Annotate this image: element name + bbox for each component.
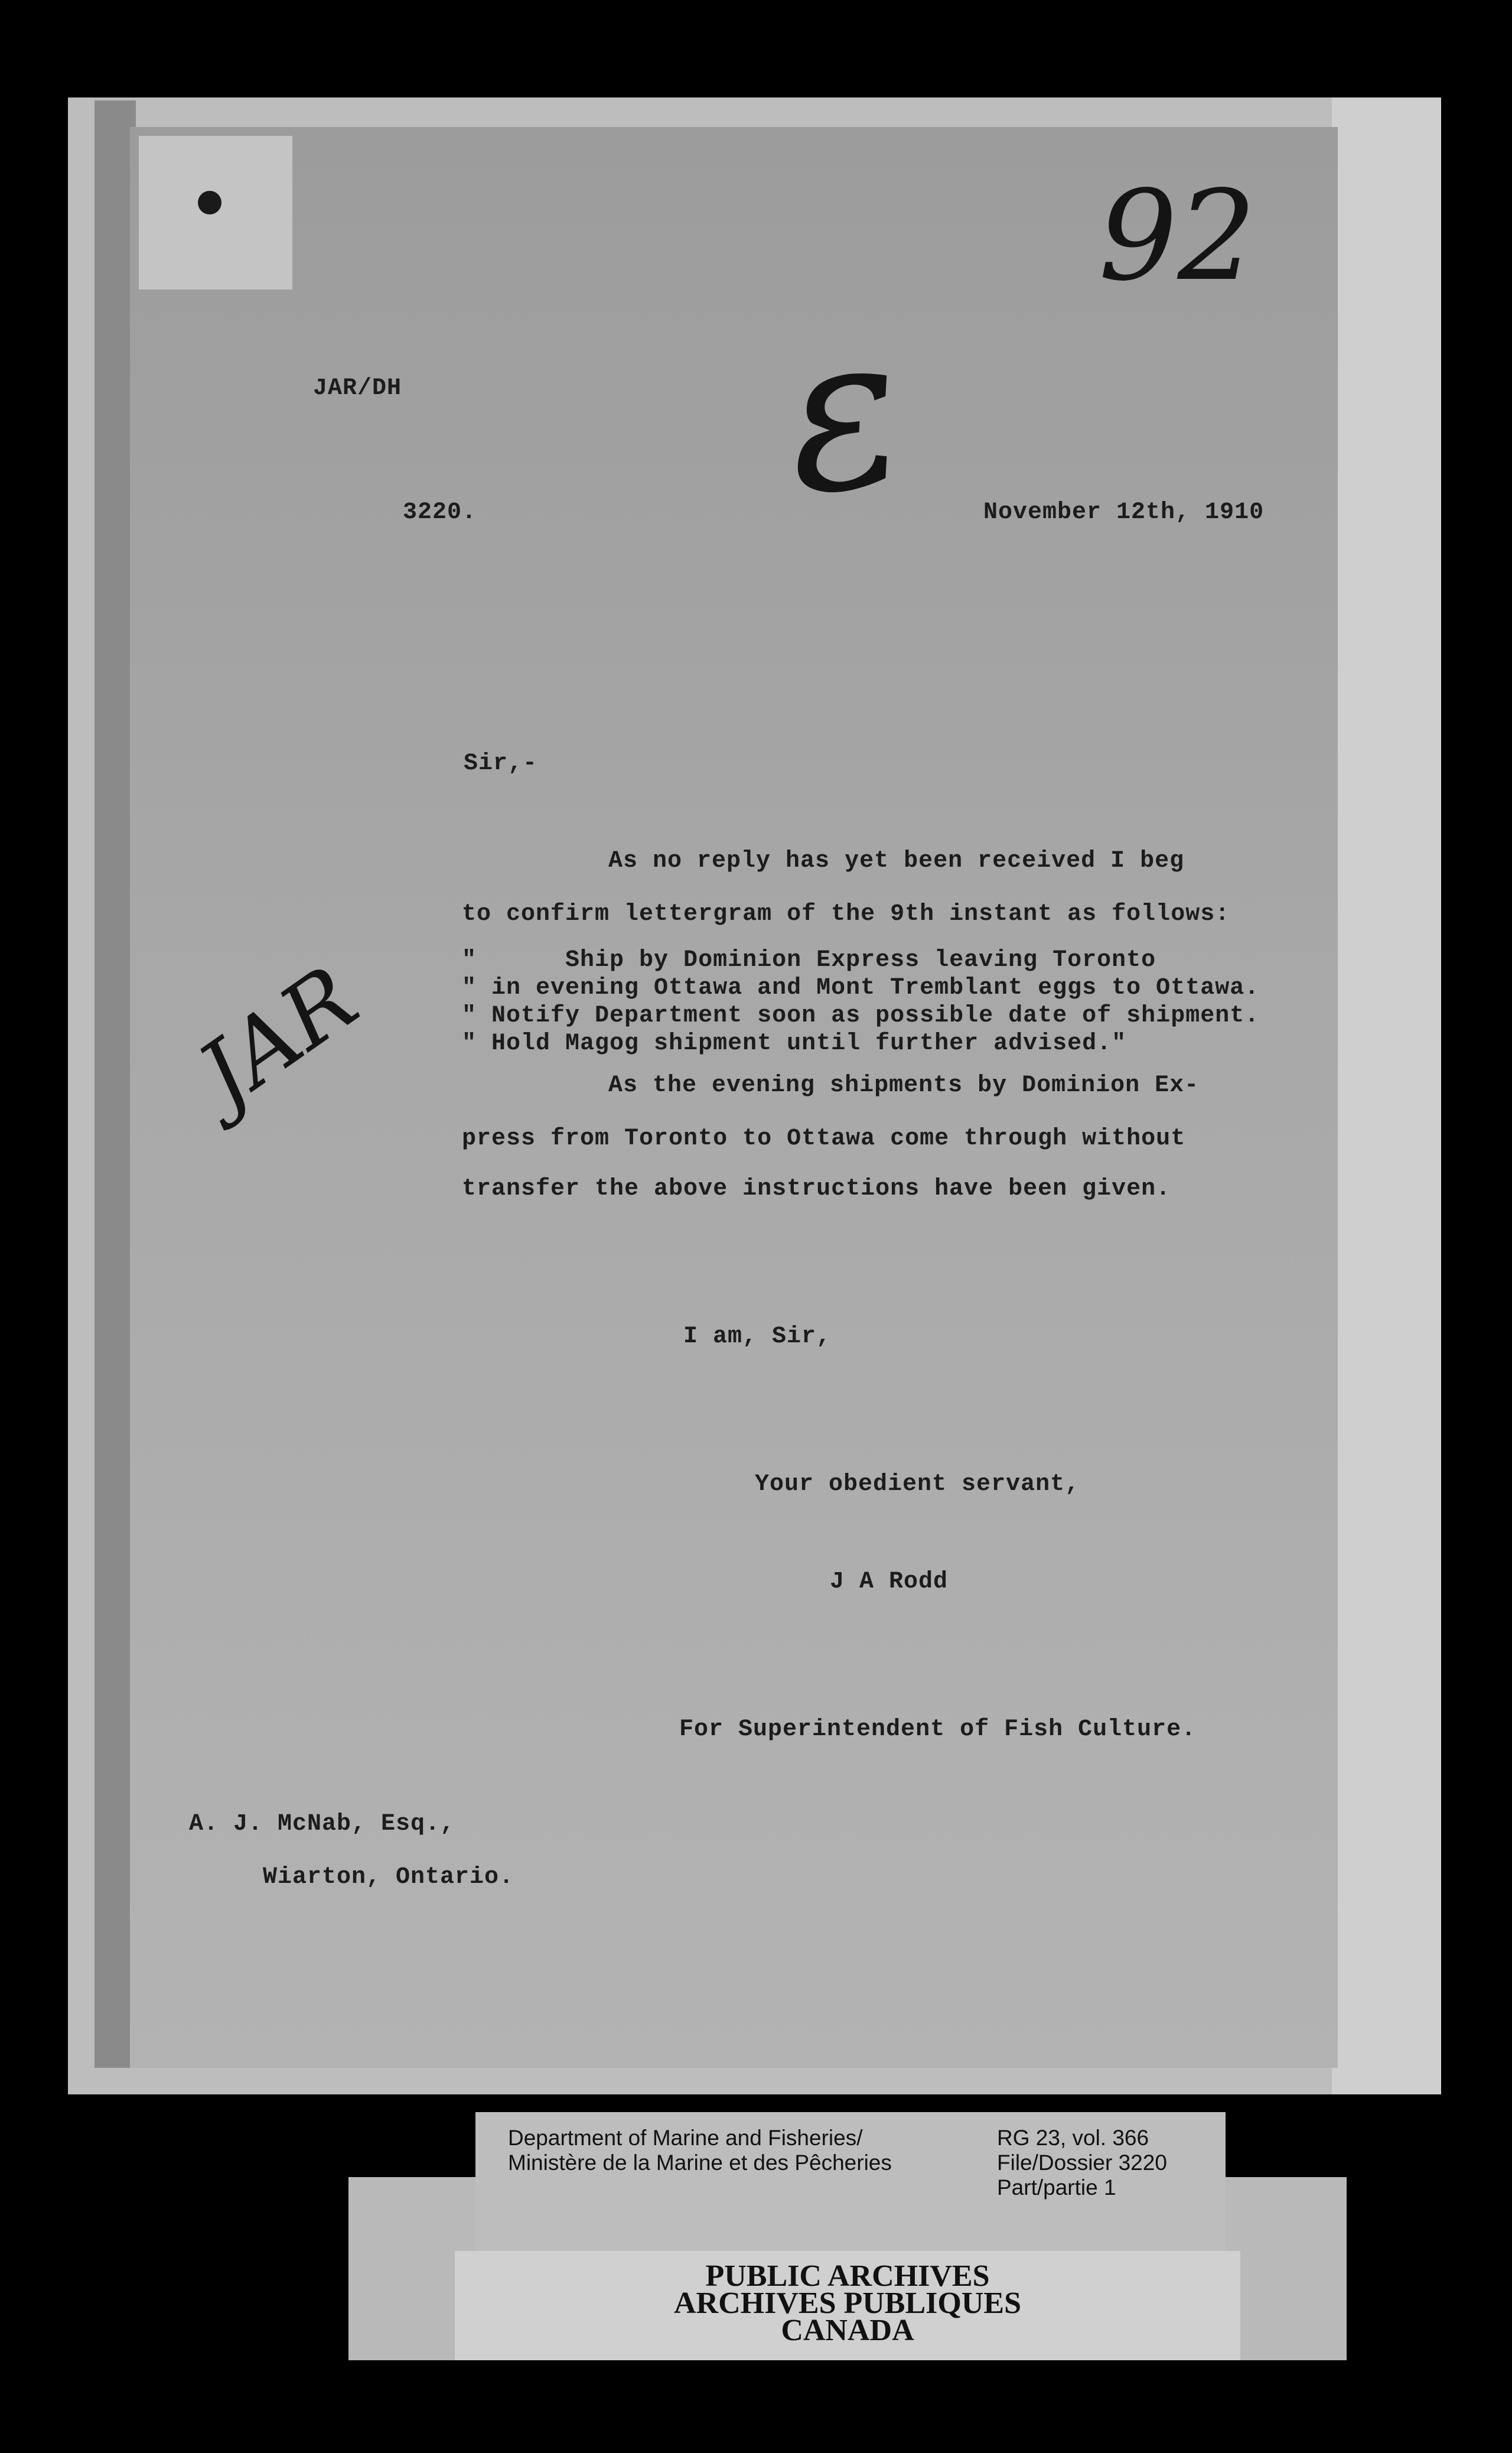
- file-dossier: File/Dossier 3220: [997, 2151, 1167, 2175]
- addressee-name: A. J. McNab, Esq.,: [189, 1811, 455, 1837]
- closing-phrase: I am, Sir,: [683, 1323, 832, 1350]
- body-line: " Ship by Dominion Express leaving Toronto: [462, 947, 1156, 974]
- body-line: " in evening Ottawa and Mont Tremblant eggs to Ottawa.: [462, 975, 1260, 1001]
- mounting-board-edge: [1332, 97, 1441, 2094]
- letter-date: November 12th, 1910: [983, 499, 1265, 526]
- body-line: As no reply has yet been received I beg: [608, 848, 1185, 874]
- stamp-line-canada: CANADA: [781, 2314, 914, 2347]
- handwritten-initials: JAR: [180, 947, 376, 1127]
- body-line: As the evening shipments by Dominion Ex-: [608, 1072, 1200, 1099]
- department-french: Ministère de la Marine et des Pêcheries: [508, 2151, 892, 2175]
- handwritten-page-number: 92: [1099, 164, 1257, 308]
- addressee-place: Wiarton, Ontario.: [263, 1864, 514, 1891]
- punch-hole-icon: [198, 191, 221, 214]
- salutation: Sir,-: [464, 750, 538, 777]
- body-line: press from Toronto to Ottawa come through without: [462, 1125, 1186, 1152]
- body-line: to confirm lettergram of the 9th instant as follows:: [462, 901, 1230, 928]
- stamp-line-archives-publiques: ARCHIVES PUBLIQUES: [673, 2286, 1022, 2320]
- handwritten-mark: ε: [768, 282, 917, 544]
- body-line: " Notify Department soon as possible date of shipment.: [462, 1003, 1260, 1029]
- signature-title: For Superintendent of Fish Culture.: [679, 1716, 1197, 1743]
- stamp-line-public-archives: PUBLIC ARCHIVES: [705, 2259, 990, 2293]
- file-number: 3220.: [403, 499, 477, 526]
- department-english: Department of Marine and Fisheries/: [508, 2126, 863, 2150]
- body-line: " Hold Magog shipment until further advised.": [462, 1030, 1127, 1057]
- part-partie: Part/partie 1: [997, 2175, 1116, 2200]
- closing-servant: Your obedient servant,: [755, 1471, 1080, 1498]
- record-group: RG 23, vol. 366: [997, 2126, 1149, 2150]
- reference-initials: JAR/DH: [313, 375, 402, 402]
- signature-name: J A Rodd: [830, 1569, 949, 1595]
- body-line: transfer the above instructions have been given.: [462, 1176, 1171, 1202]
